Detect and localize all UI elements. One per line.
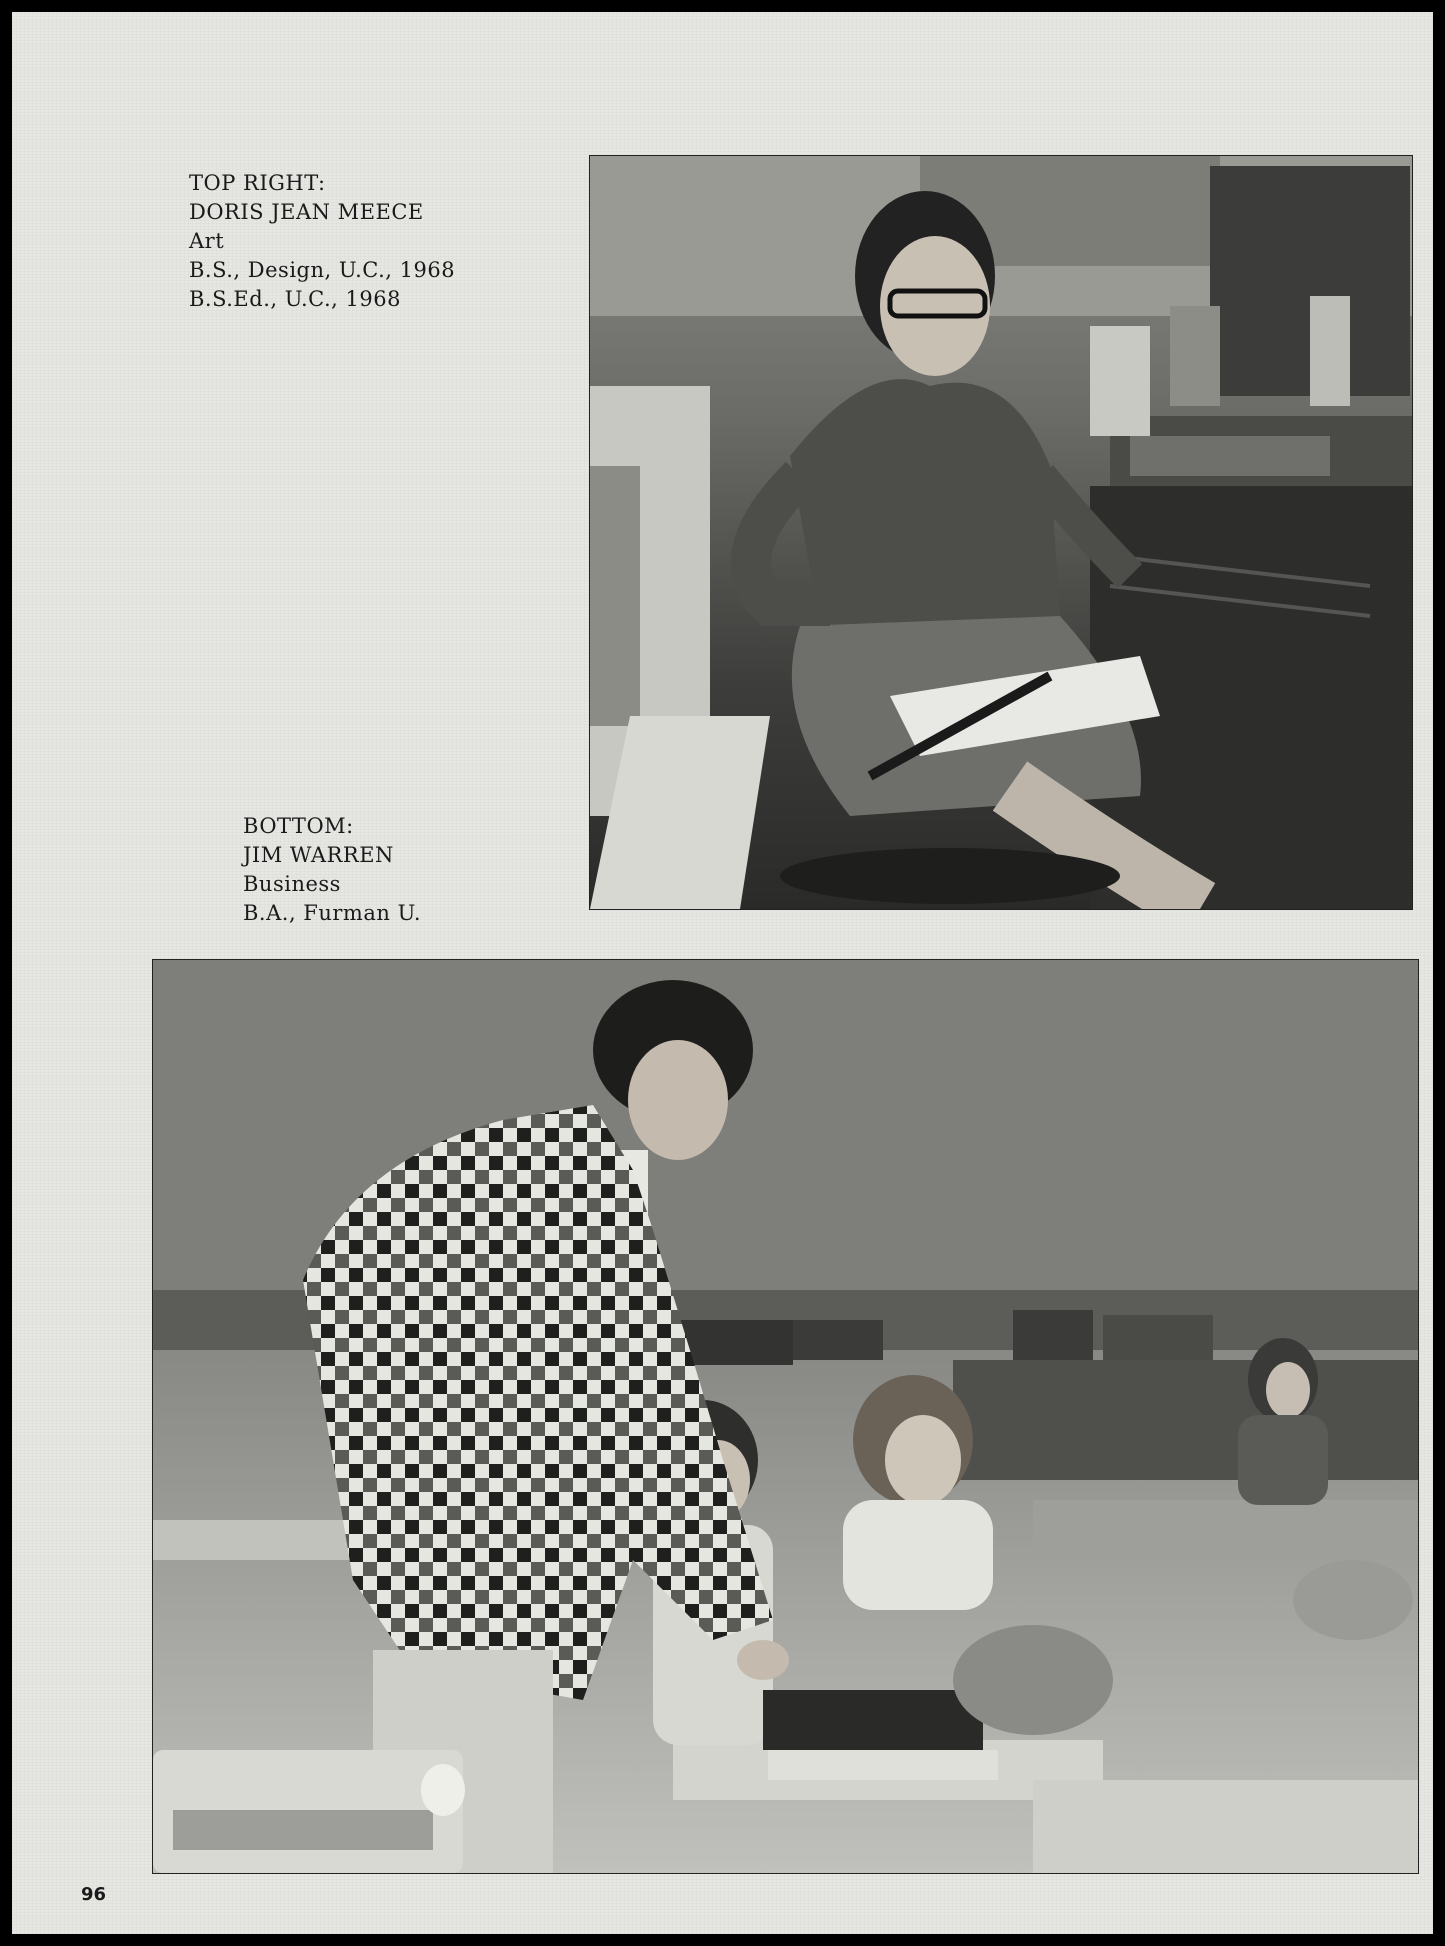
caption-heading: BOTTOM: xyxy=(243,814,354,838)
photo-business-class xyxy=(152,959,1419,1874)
caption-degree: B.S., Design, U.C., 1968 xyxy=(189,258,456,282)
photo-art-teacher xyxy=(589,155,1413,910)
caption-bottom xyxy=(243,812,421,928)
caption-name: JIM WARREN xyxy=(243,843,394,867)
caption-degree: B.A., Furman U. xyxy=(243,901,422,925)
caption-degree: B.S.Ed., U.C., 1968 xyxy=(189,287,401,311)
page-number: 96 xyxy=(81,1884,107,1905)
caption-subject: Business xyxy=(243,872,341,896)
caption-heading: TOP RIGHT: xyxy=(189,171,326,195)
yearbook-page xyxy=(12,12,1433,1934)
photograph-icon xyxy=(153,960,1418,1873)
caption-name: DORIS JEAN MEECE xyxy=(189,200,424,224)
caption-top-right xyxy=(189,169,455,314)
photograph-icon xyxy=(590,156,1412,909)
caption-subject: Art xyxy=(189,229,225,253)
